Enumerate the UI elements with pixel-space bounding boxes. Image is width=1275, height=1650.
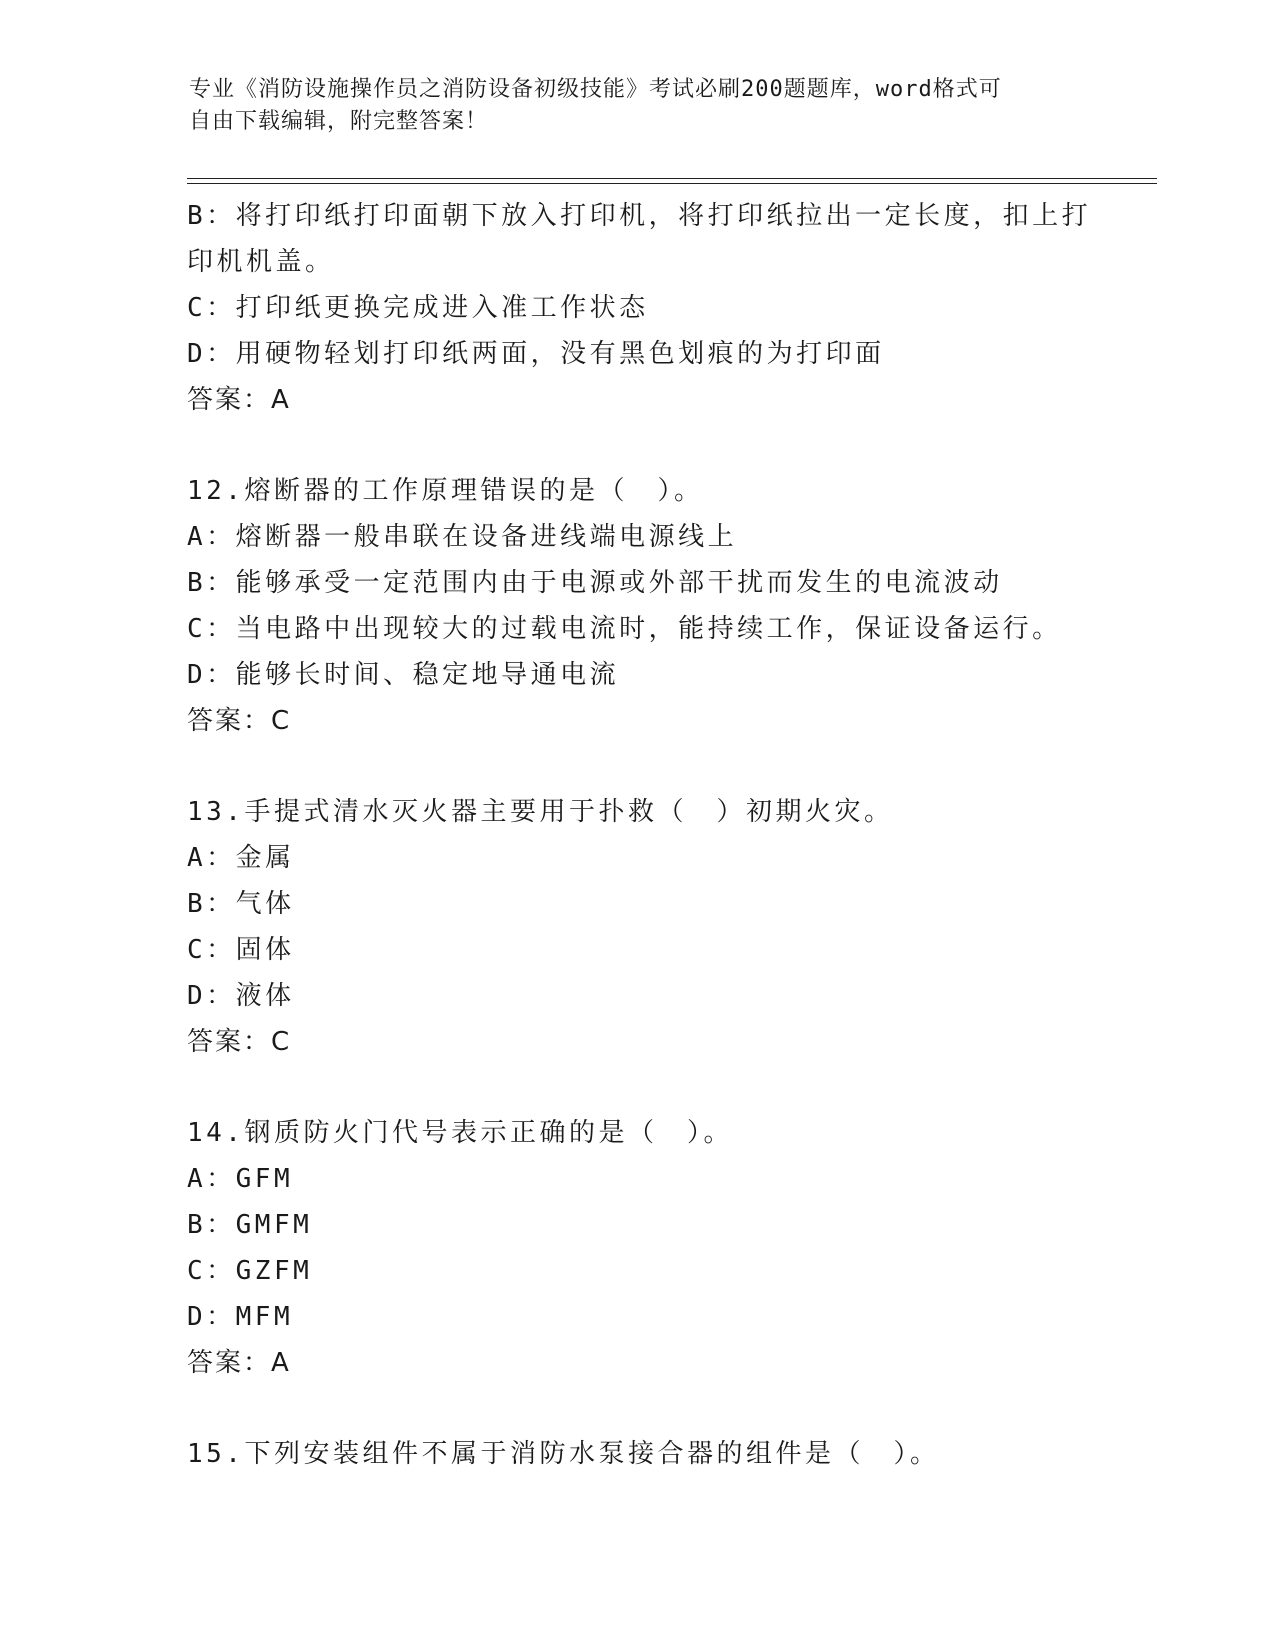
- option-d: D：能够长时间、稳定地导通电流: [187, 660, 620, 690]
- spacer: [187, 423, 1087, 468]
- spacer: [187, 1065, 1087, 1110]
- question-13: [187, 789, 1087, 1065]
- header-divider-bottom: [187, 183, 1157, 184]
- question-12: [187, 468, 1087, 744]
- option-c: C：GZFM: [187, 1256, 313, 1286]
- answer-label: 答案：A: [187, 385, 291, 415]
- answer-label: 答案：C: [187, 706, 292, 736]
- option-c: C：固体: [187, 935, 295, 965]
- question-11-continued: [187, 193, 1092, 423]
- option-b-line-2: 印机机盖。: [187, 247, 335, 277]
- spacer: [187, 1386, 1087, 1431]
- option-d: D：MFM: [187, 1302, 294, 1332]
- question-stem: 13.手提式清水灭火器主要用于扑救（ ）初期火灾。: [187, 797, 894, 827]
- option-b: B：能够承受一定范围内由于电源或外部干扰而发生的电流波动: [187, 568, 1003, 598]
- option-a: A：熔断器一般串联在设备进线端电源线上: [187, 522, 738, 552]
- option-b: B：GMFM: [187, 1210, 313, 1240]
- header-title-line-2: 自由下载编辑，附完整答案！: [189, 109, 489, 134]
- question-stem: 14.钢质防火门代号表示正确的是（ ）。: [187, 1118, 733, 1148]
- option-c: C：当电路中出现较大的过载电流时，能持续工作，保证设备运行。: [187, 614, 1062, 644]
- option-b-line-1: B：将打印纸打印面朝下放入打印机，将打印纸拉出一定长度，扣上打: [187, 201, 1092, 231]
- option-a: A：金属: [187, 843, 295, 873]
- header-divider-top: [187, 178, 1157, 179]
- answer-label: 答案：C: [187, 1027, 292, 1057]
- answer-label: 答案：A: [187, 1348, 291, 1378]
- option-b: B：气体: [187, 889, 295, 919]
- question-14: [187, 1110, 1087, 1386]
- question-15: [187, 1431, 1087, 1477]
- header-title-line-1: 专业《消防设施操作员之消防设备初级技能》考试必刷200题题库，word格式可: [189, 77, 1002, 102]
- question-list: [187, 193, 1092, 1477]
- spacer: [187, 744, 1087, 789]
- question-stem: 12.熔断器的工作原理错误的是（ ）。: [187, 476, 704, 506]
- page-header: [189, 74, 1069, 138]
- option-a: A：GFM: [187, 1164, 294, 1194]
- option-c: C：打印纸更换完成进入准工作状态: [187, 293, 649, 323]
- question-stem: 15.下列安装组件不属于消防水泵接合器的组件是（ ）。: [187, 1439, 940, 1469]
- option-d: D：用硬物轻划打印纸两面，没有黑色划痕的为打印面: [187, 339, 885, 369]
- option-d: D：液体: [187, 981, 295, 1011]
